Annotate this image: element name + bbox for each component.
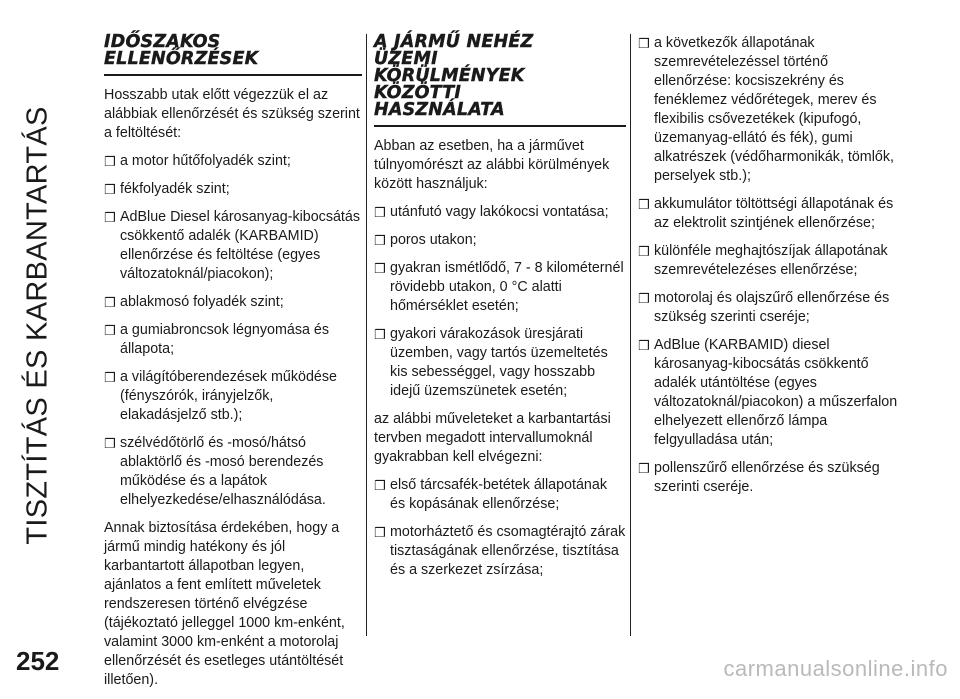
list-item: ❒ motorháztető és csomagtérajtó zárak tisztaságának ellenőrzése, tisztítása és a szerkezet zsírzása;	[374, 524, 626, 578]
intro-paragraph: Abban az esetben, ha a járművet túlnyomórészt az alábbi körülmények között használjuk:	[374, 138, 610, 192]
section-side-title	[6, 20, 70, 630]
list-item: ❒ a világítóberendezések működése (fényszórók, irányjelzők, elakadásjelző stb.);	[104, 369, 337, 423]
checkbox-bullet-icon: ❒	[104, 436, 116, 451]
list-item: ❒ fékfolyadék szint;	[104, 181, 230, 197]
checkbox-bullet-icon: ❒	[104, 295, 116, 310]
checkbox-bullet-icon: ❒	[638, 338, 650, 353]
heading-line: A JÁRMŰ NEHÉZ	[374, 32, 534, 52]
list-item: ❒ első tárcsafék-betétek állapotának és kopásának ellenőrzése;	[374, 477, 607, 512]
list-item: ❒ utánfutó vagy lakókocsi vontatása;	[374, 204, 609, 220]
checkbox-bullet-icon: ❒	[104, 370, 116, 385]
heading-line: ELLENŐRZÉSEK	[104, 49, 259, 69]
checkbox-bullet-icon: ❒	[374, 525, 386, 540]
page-number: 252	[16, 646, 60, 676]
checkbox-bullet-icon: ❒	[374, 233, 386, 248]
list-item: ❒ gyakran ismétlődő, 7 - 8 kilométernél rövidebb utakon, 0 °C alatti hőmérséklet esetén;	[374, 260, 624, 314]
checkbox-bullet-icon: ❒	[374, 205, 386, 220]
list-item: ❒ pollenszűrő ellenőrzése és szükség szerinti cseréje.	[638, 460, 880, 495]
list-item: ❒ különféle meghajtószíjak állapotának szemrevételezéses ellenőrzése;	[638, 243, 888, 278]
list-item: ❒ gyakori várakozások üresjárati üzemben, vagy tartós üzemeltetés kis sebességgel, vagy hosszabb idejű üzemszünetek esetén;	[374, 326, 608, 399]
checkbox-bullet-icon: ❒	[638, 461, 650, 476]
column-divider	[366, 34, 367, 636]
list-item: ❒ ablakmosó folyadék szint;	[104, 294, 284, 310]
heading-severe-conditions	[374, 34, 626, 125]
checkbox-bullet-icon: ❒	[638, 291, 650, 306]
list-item: ❒ poros utakon;	[374, 232, 477, 248]
list-item: ❒ a gumiabroncsok légnyomása és állapota;	[104, 322, 330, 357]
checkbox-bullet-icon: ❒	[104, 210, 116, 225]
list-item: ❒ a motor hűtőfolyadék szint;	[104, 153, 291, 169]
column-severe-conditions-continued	[638, 34, 900, 506]
middle-paragraph: az alábbi műveleteket a karbantartási tervben megadott intervallumoknál gyakrabban kell elvégezni:	[374, 411, 611, 465]
column-divider	[630, 34, 631, 636]
outro-paragraph: Annak biztosítása érdekében, hogy a jármű mindig hatékony és jól karbantartott állapotban legyen, ajánlatos a fent említett műveletek rendszeresen történő elvégzése (tájékoztató jelleggel 1000 km-enként, valamint 3000 km-enként a motorolaj ellenőrzését és esetleges utántöltését illetően).	[104, 520, 345, 688]
list-item: ❒ akkumulátor töltöttségi állapotának és az elektrolit szintjének ellenőrzése;	[638, 196, 894, 231]
checkbox-bullet-icon: ❒	[638, 197, 650, 212]
checkbox-bullet-icon: ❒	[374, 478, 386, 493]
heading-line: KÖRÜLMÉNYEK	[374, 66, 525, 86]
list-item: ❒ AdBlue Diesel károsanyag-kibocsátás csökkentő adalék (KARBAMID) ellenőrzése és feltöltése (egyes változatoknál/piacokon);	[104, 209, 360, 282]
list-item: ❒ a következők állapotának szemrevételezéssel történő ellenőrzése: kocsiszekrény és fenéklemez védőrétegek, merev és flexibilis csővezetékek (kipufogó, üzemanyag-ellátó és fék), gumi alkatrészek (védőharmonikák, tömlők, perselyek stb.);	[638, 35, 894, 184]
heading-line: IDŐSZAKOS	[104, 32, 221, 52]
list-item: ❒ AdBlue (KARBAMID) diesel károsanyag-kibocsátás csökkentő adalék utántöltése (egyes változatoknál/piacokon) a műszerfalon elhelyezett ellenőrző lámpa felgyulladása után;	[638, 337, 898, 448]
column-severe-conditions	[374, 34, 626, 589]
watermark: carmanualsonline.info	[723, 656, 948, 681]
list-item: ❒ szélvédőtörlő és -mosó/hátsó ablaktörlő és -mosó berendezés működése és a lapátok elhelyezkedése/elhasználódása.	[104, 435, 326, 508]
checkbox-bullet-icon: ❒	[104, 323, 116, 338]
checkbox-bullet-icon: ❒	[374, 327, 386, 342]
checkbox-bullet-icon: ❒	[638, 244, 650, 259]
side-title-text: TISZTÍTÁS ÉS KARBANTARTÁS	[21, 105, 54, 545]
column-periodic-checks	[104, 34, 362, 699]
checkbox-bullet-icon: ❒	[374, 261, 386, 276]
heading-rule	[104, 74, 362, 76]
checkbox-bullet-icon: ❒	[104, 182, 116, 197]
heading-periodic-checks	[104, 34, 362, 74]
heading-line: KÖZÖTTI	[374, 83, 462, 103]
heading-line: HASZNÁLATA	[374, 100, 505, 120]
heading-rule	[374, 125, 626, 127]
intro-paragraph: Hosszabb utak előtt végezzük el az alábbiak ellenőrzését és szükség szerint a feltöltését:	[104, 87, 360, 141]
checkbox-bullet-icon: ❒	[104, 154, 116, 169]
heading-line: ÜZEMI	[374, 49, 438, 69]
checkbox-bullet-icon: ❒	[638, 36, 650, 51]
list-item: ❒ motorolaj és olajszűrő ellenőrzése és szükség szerinti cseréje;	[638, 290, 890, 325]
